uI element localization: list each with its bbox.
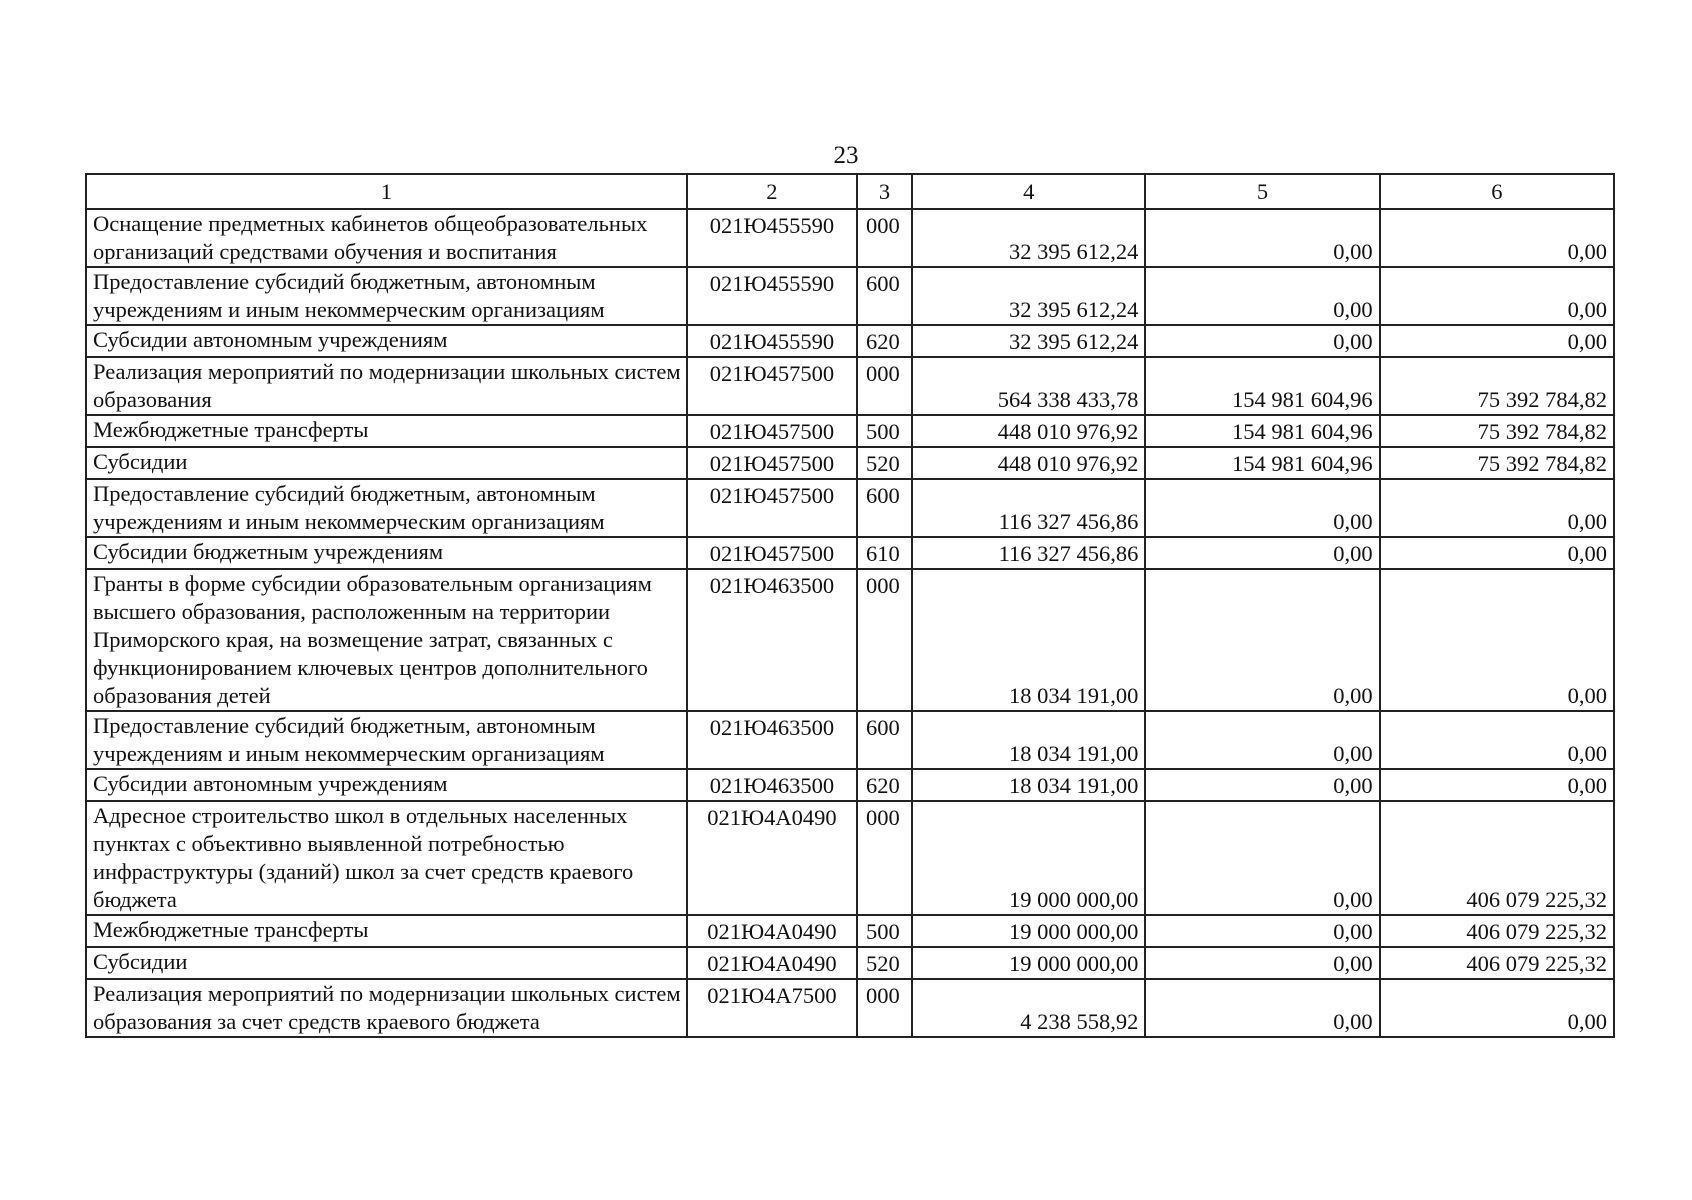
table-row <box>86 479 1614 537</box>
row-value-6: 0,00 <box>1380 267 1614 325</box>
row-kind: 520 <box>857 947 912 979</box>
row-code: 021Ю457500 <box>687 447 857 479</box>
row-value-4: 32 395 612,24 <box>912 209 1145 267</box>
row-name: Предоставление субсидий бюджетным, автономным учреждениям и иным некоммерческим организациям <box>86 479 687 537</box>
row-value-5: 0,00 <box>1145 979 1379 1037</box>
row-kind: 500 <box>857 415 912 447</box>
row-code: 021Ю4А7500 <box>687 979 857 1037</box>
row-value-5: 0,00 <box>1145 947 1379 979</box>
column-header-5: 5 <box>1145 174 1379 209</box>
table-row <box>86 325 1614 357</box>
row-name: Оснащение предметных кабинетов общеобразовательных организаций средствами обучения и воспитания <box>86 209 687 267</box>
row-name: Субсидии автономным учреждениям <box>86 769 687 801</box>
table-row <box>86 947 1614 979</box>
table-row <box>86 415 1614 447</box>
row-code: 021Ю457500 <box>687 415 857 447</box>
row-value-6: 0,00 <box>1380 711 1614 769</box>
row-code: 021Ю463500 <box>687 711 857 769</box>
row-name: Межбюджетные трансферты <box>86 915 687 947</box>
row-value-5: 0,00 <box>1145 479 1379 537</box>
row-value-4: 19 000 000,00 <box>912 801 1145 915</box>
table-row <box>86 711 1614 769</box>
row-value-6: 0,00 <box>1380 769 1614 801</box>
row-code: 021Ю4А0490 <box>687 947 857 979</box>
row-value-6: 75 392 784,82 <box>1380 447 1614 479</box>
row-value-5: 0,00 <box>1145 569 1379 711</box>
row-value-5: 0,00 <box>1145 711 1379 769</box>
row-kind: 620 <box>857 325 912 357</box>
row-kind: 000 <box>857 209 912 267</box>
row-kind: 000 <box>857 569 912 711</box>
table-row <box>86 537 1614 569</box>
row-kind: 000 <box>857 801 912 915</box>
table-row <box>86 569 1614 711</box>
row-value-5: 0,00 <box>1145 769 1379 801</box>
row-name: Предоставление субсидий бюджетным, автономным учреждениям и иным некоммерческим организациям <box>86 267 687 325</box>
row-value-4: 564 338 433,78 <box>912 357 1145 415</box>
row-name: Предоставление субсидий бюджетным, автономным учреждениям и иным некоммерческим организациям <box>86 711 687 769</box>
row-value-6: 0,00 <box>1380 325 1614 357</box>
row-value-4: 32 395 612,24 <box>912 325 1145 357</box>
row-code: 021Ю463500 <box>687 769 857 801</box>
column-header-6: 6 <box>1380 174 1614 209</box>
table-row <box>86 801 1614 915</box>
row-value-4: 32 395 612,24 <box>912 267 1145 325</box>
column-header-3: 3 <box>857 174 912 209</box>
row-value-5: 0,00 <box>1145 267 1379 325</box>
row-value-4: 116 327 456,86 <box>912 479 1145 537</box>
row-kind: 620 <box>857 769 912 801</box>
row-name: Субсидии бюджетным учреждениям <box>86 537 687 569</box>
row-code: 021Ю4А0490 <box>687 915 857 947</box>
table-row <box>86 267 1614 325</box>
row-value-5: 0,00 <box>1145 915 1379 947</box>
table-row <box>86 769 1614 801</box>
row-value-5: 154 981 604,96 <box>1145 447 1379 479</box>
row-code: 021Ю463500 <box>687 569 857 711</box>
column-number-row <box>86 174 1614 209</box>
row-value-4: 18 034 191,00 <box>912 711 1145 769</box>
row-kind: 610 <box>857 537 912 569</box>
row-code: 021Ю455590 <box>687 209 857 267</box>
row-name: Гранты в форме субсидии образовательным организациям высшего образования, расположенным на территории Приморского края, на возмещение затрат, связанных с функционированием ключевых центров дополнительного образования детей <box>86 569 687 711</box>
row-value-5: 154 981 604,96 <box>1145 415 1379 447</box>
row-value-6: 0,00 <box>1380 537 1614 569</box>
row-value-6: 75 392 784,82 <box>1380 415 1614 447</box>
row-name: Субсидии <box>86 447 687 479</box>
row-value-5: 154 981 604,96 <box>1145 357 1379 415</box>
row-kind: 000 <box>857 979 912 1037</box>
row-value-4: 19 000 000,00 <box>912 915 1145 947</box>
row-value-6: 0,00 <box>1380 209 1614 267</box>
row-value-6: 0,00 <box>1380 569 1614 711</box>
row-value-6: 75 392 784,82 <box>1380 357 1614 415</box>
row-kind: 600 <box>857 479 912 537</box>
row-value-4: 4 238 558,92 <box>912 979 1145 1037</box>
row-value-4: 116 327 456,86 <box>912 537 1145 569</box>
row-value-5: 0,00 <box>1145 325 1379 357</box>
row-name: Адресное строительство школ в отдельных населенных пунктах с объективно выявленной потребностью инфраструктуры (зданий) школ за счет средств краевого бюджета <box>86 801 687 915</box>
row-name: Реализация мероприятий по модернизации школьных систем образования <box>86 357 687 415</box>
column-header-1: 1 <box>86 174 687 209</box>
row-name: Реализация мероприятий по модернизации школьных систем образования за счет средств краевого бюджета <box>86 979 687 1037</box>
row-value-4: 19 000 000,00 <box>912 947 1145 979</box>
table-row <box>86 915 1614 947</box>
row-name: Субсидии <box>86 947 687 979</box>
row-value-4: 18 034 191,00 <box>912 769 1145 801</box>
row-value-5: 0,00 <box>1145 537 1379 569</box>
row-value-6: 0,00 <box>1380 479 1614 537</box>
row-kind: 500 <box>857 915 912 947</box>
row-name: Межбюджетные трансферты <box>86 415 687 447</box>
row-code: 021Ю457500 <box>687 537 857 569</box>
row-code: 021Ю457500 <box>687 357 857 415</box>
page-number: 23 <box>833 142 859 169</box>
row-value-4: 18 034 191,00 <box>912 569 1145 711</box>
table-row <box>86 357 1614 415</box>
row-value-6: 406 079 225,32 <box>1380 801 1614 915</box>
column-header-2: 2 <box>687 174 857 209</box>
row-code: 021Ю457500 <box>687 479 857 537</box>
row-kind: 600 <box>857 711 912 769</box>
row-value-6: 406 079 225,32 <box>1380 947 1614 979</box>
row-value-6: 406 079 225,32 <box>1380 915 1614 947</box>
row-kind: 000 <box>857 357 912 415</box>
budget-table <box>85 173 1615 1038</box>
row-value-5: 0,00 <box>1145 801 1379 915</box>
row-kind: 600 <box>857 267 912 325</box>
row-name: Субсидии автономным учреждениям <box>86 325 687 357</box>
row-code: 021Ю4А0490 <box>687 801 857 915</box>
row-code: 021Ю455590 <box>687 267 857 325</box>
table-row <box>86 979 1614 1037</box>
row-value-6: 0,00 <box>1380 979 1614 1037</box>
row-kind: 520 <box>857 447 912 479</box>
row-value-5: 0,00 <box>1145 209 1379 267</box>
table-row <box>86 447 1614 479</box>
column-header-4: 4 <box>912 174 1145 209</box>
row-value-4: 448 010 976,92 <box>912 447 1145 479</box>
row-value-4: 448 010 976,92 <box>912 415 1145 447</box>
row-code: 021Ю455590 <box>687 325 857 357</box>
table-row <box>86 209 1614 267</box>
